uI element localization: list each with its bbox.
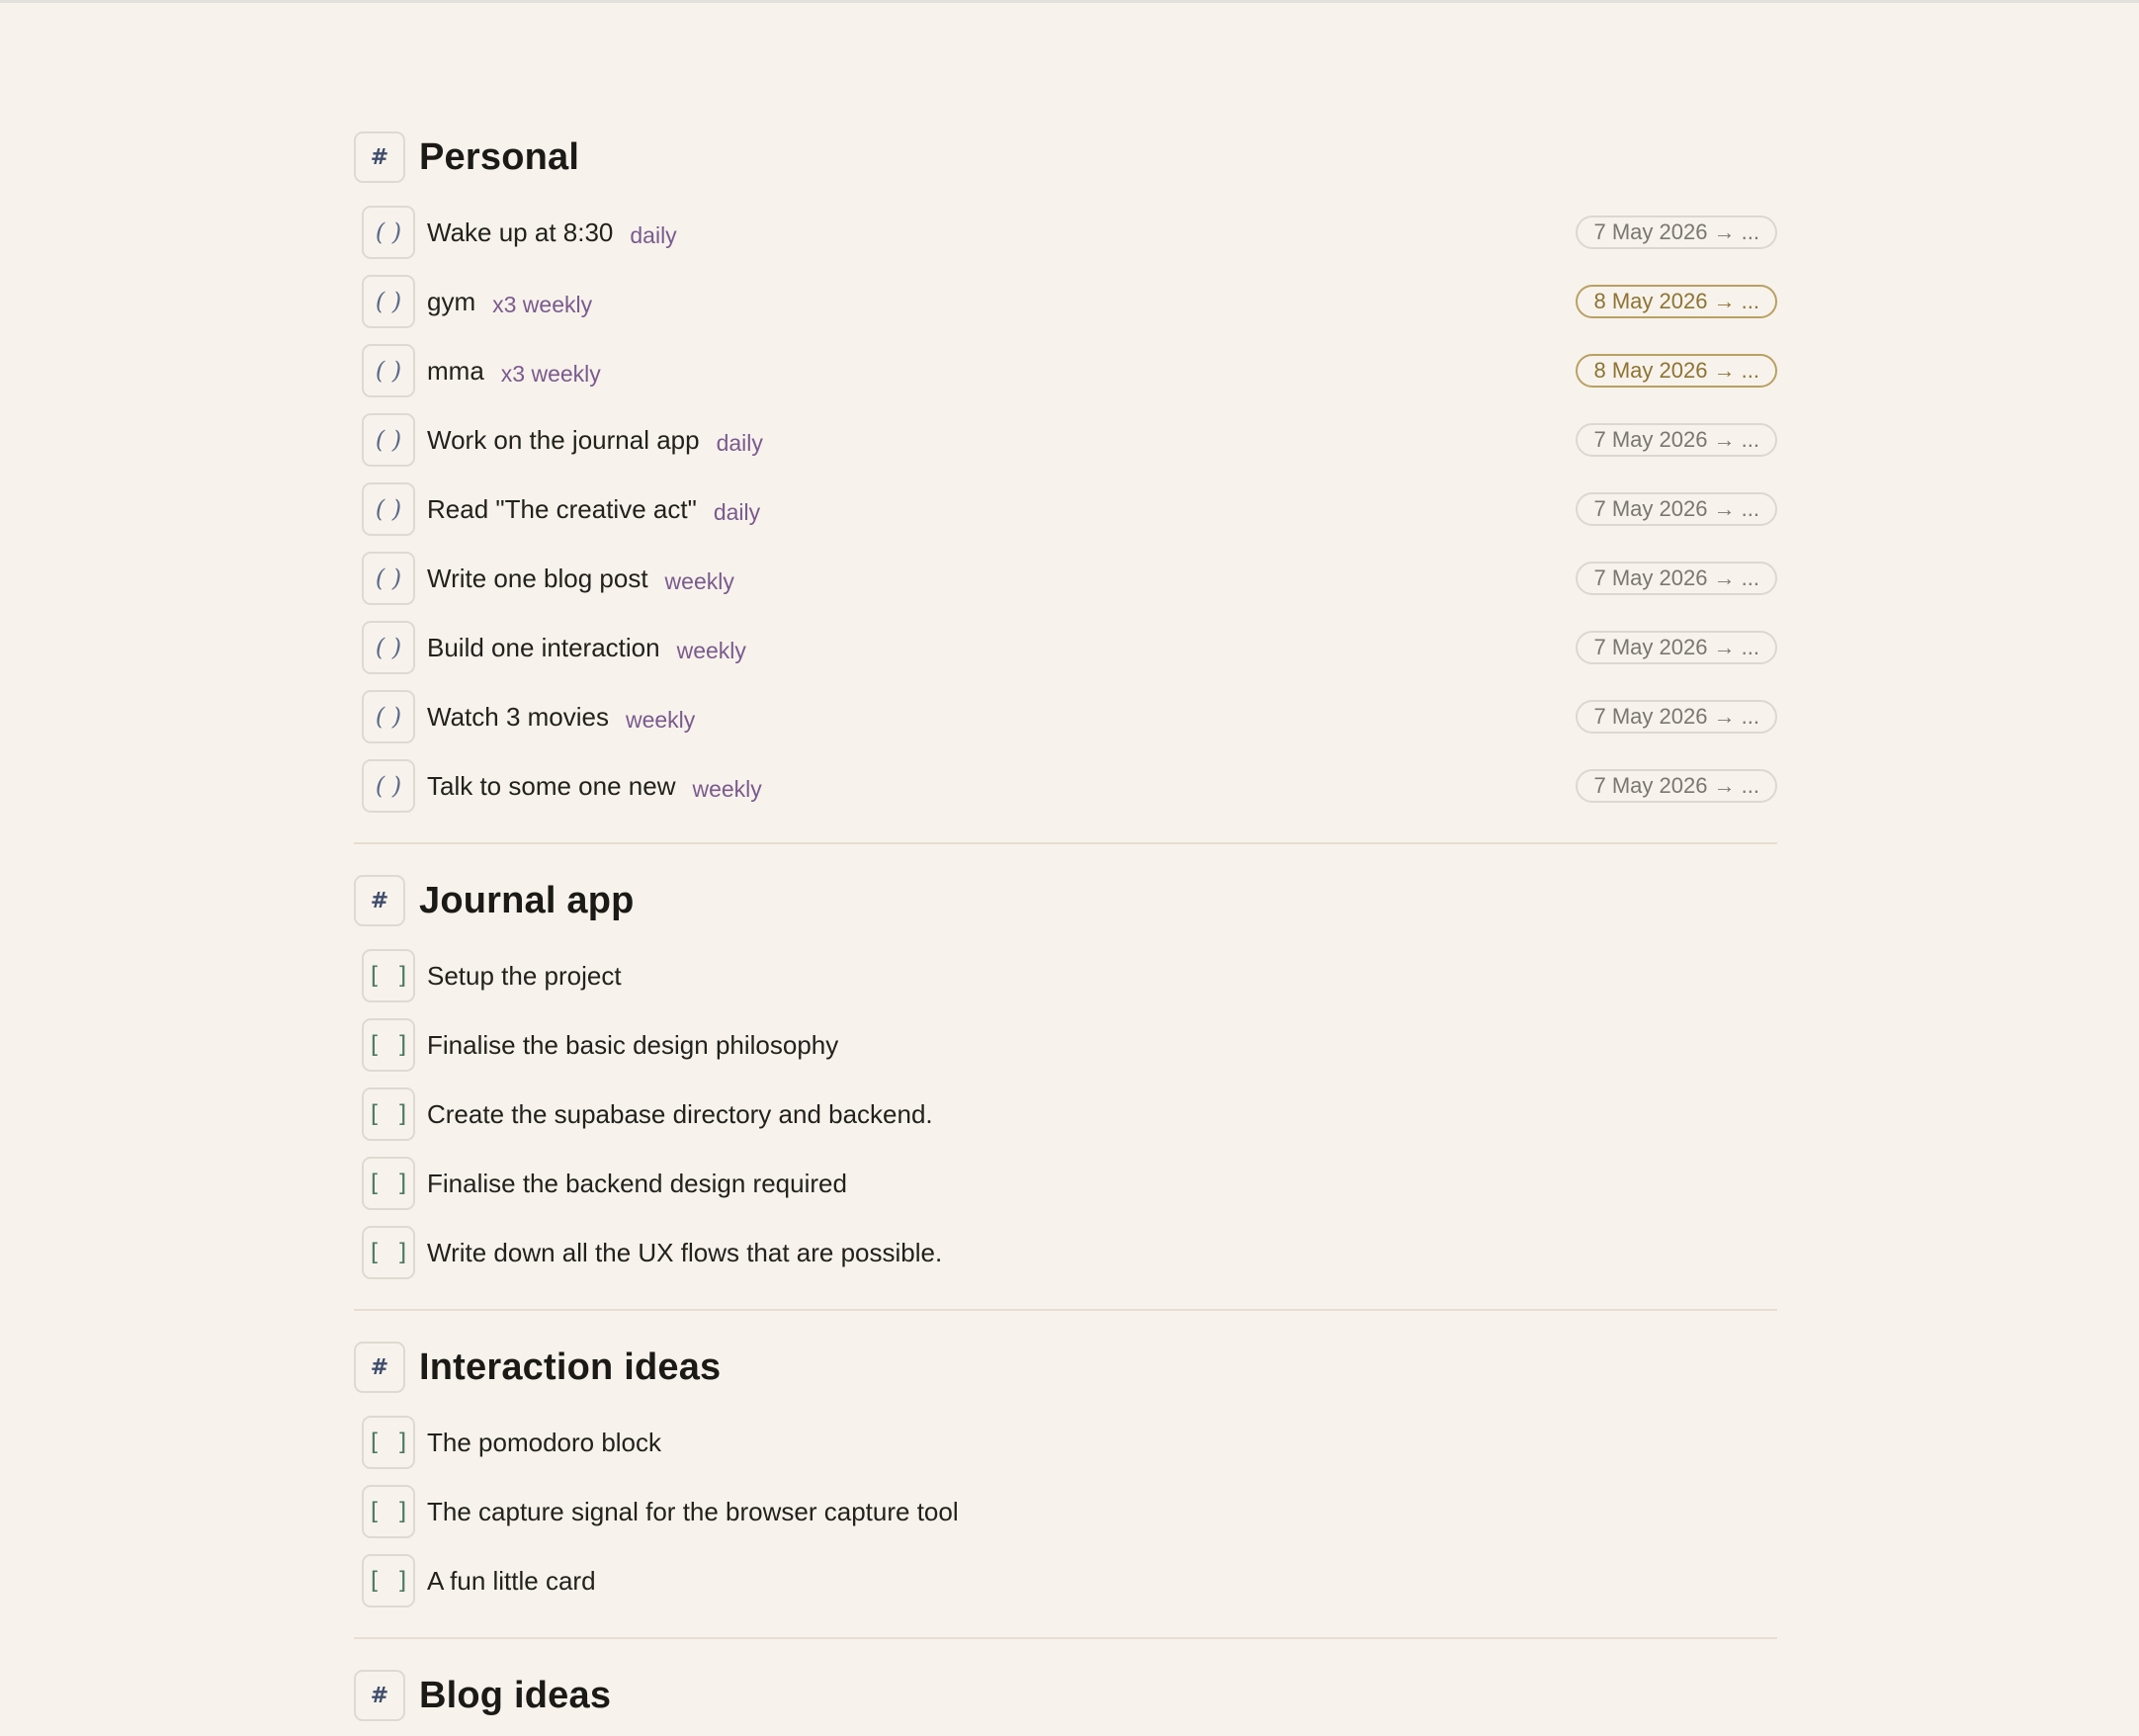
habit-checkbox[interactable]: ( ) — [362, 552, 415, 605]
frequency-label: x3 weekly — [500, 360, 601, 387]
habit-row[interactable] — [354, 405, 1777, 475]
frequency-label: weekly — [625, 706, 696, 733]
habit-row[interactable] — [354, 475, 1777, 544]
date-range-pill[interactable]: 7 May 2026 → ... — [1576, 631, 1777, 664]
habit-row[interactable] — [354, 336, 1777, 405]
hash-icon[interactable]: # — [354, 131, 405, 183]
section-title[interactable]: Personal — [419, 135, 580, 178]
date-range-pill[interactable]: 7 May 2026 → ... — [1576, 423, 1777, 457]
item-text[interactable]: Watch 3 movies — [427, 701, 609, 732]
habit-checkbox[interactable]: ( ) — [362, 759, 415, 813]
item-text[interactable]: Write down all the UX flows that are possible. — [427, 1237, 943, 1267]
date-range-pill[interactable]: 7 May 2026 → ... — [1576, 700, 1777, 734]
item-text[interactable]: The pomodoro block — [427, 1427, 662, 1457]
date-range-pill[interactable]: 8 May 2026 → ... — [1576, 285, 1777, 318]
habit-checkbox[interactable]: ( ) — [362, 275, 415, 328]
item-text[interactable]: A fun little card — [427, 1565, 596, 1596]
frequency-label: daily — [716, 429, 763, 456]
section-title[interactable]: Journal app — [419, 879, 635, 921]
habit-checkbox[interactable]: ( ) — [362, 413, 415, 467]
date-range-pill[interactable]: 7 May 2026 → ... — [1576, 492, 1777, 526]
section-title[interactable]: Interaction ideas — [419, 1345, 722, 1388]
habit-row[interactable] — [354, 267, 1777, 336]
task-row[interactable] — [354, 1218, 1777, 1287]
task-checkbox[interactable]: [ ] — [362, 1416, 415, 1469]
top-border — [0, 0, 2139, 3]
task-row[interactable] — [354, 941, 1777, 1010]
item-text[interactable]: Read "The creative act" — [427, 493, 697, 524]
task-row[interactable] — [354, 1477, 1777, 1546]
section-interaction-ideas — [354, 1341, 1777, 1615]
item-text[interactable]: Create the supabase directory and backend. — [427, 1098, 933, 1129]
frequency-label: daily — [713, 498, 761, 525]
date-range-pill[interactable]: 8 May 2026 → ... — [1576, 354, 1777, 388]
habit-row[interactable] — [354, 682, 1777, 751]
section-header — [354, 874, 1777, 927]
task-row[interactable] — [354, 1080, 1777, 1149]
habit-row[interactable] — [354, 613, 1777, 682]
hash-icon[interactable]: # — [354, 1342, 405, 1393]
section-header — [354, 130, 1777, 184]
item-text[interactable]: Build one interaction — [427, 632, 660, 662]
section-personal — [354, 130, 1777, 821]
task-row[interactable] — [354, 1149, 1777, 1218]
item-text[interactable]: Talk to some one new — [427, 770, 676, 801]
item-text[interactable]: Write one blog post — [427, 563, 648, 593]
item-text[interactable]: Setup the project — [427, 960, 622, 991]
habit-row[interactable] — [354, 544, 1777, 613]
habit-checkbox[interactable]: ( ) — [362, 206, 415, 259]
section-header — [354, 1341, 1777, 1394]
task-checkbox[interactable]: [ ] — [362, 949, 415, 1002]
task-checkbox[interactable]: [ ] — [362, 1018, 415, 1072]
item-text[interactable]: Finalise the basic design philosophy — [427, 1029, 839, 1060]
habit-checkbox[interactable]: ( ) — [362, 344, 415, 397]
task-checkbox[interactable]: [ ] — [362, 1226, 415, 1279]
task-row[interactable] — [354, 1010, 1777, 1080]
item-text[interactable]: Work on the journal app — [427, 424, 700, 455]
task-checkbox[interactable]: [ ] — [362, 1554, 415, 1607]
task-checkbox[interactable]: [ ] — [362, 1157, 415, 1210]
task-row[interactable] — [354, 1546, 1777, 1615]
date-range-pill[interactable]: 7 May 2026 → ... — [1576, 769, 1777, 803]
habit-checkbox[interactable]: ( ) — [362, 621, 415, 674]
task-row[interactable] — [354, 1408, 1777, 1477]
item-text[interactable]: gym — [427, 286, 476, 316]
frequency-label: weekly — [664, 567, 734, 594]
frequency-label: x3 weekly — [492, 291, 593, 317]
habit-row[interactable] — [354, 751, 1777, 821]
frequency-label: weekly — [692, 775, 762, 802]
section-journal-app — [354, 874, 1777, 1287]
item-text[interactable]: mma — [427, 355, 484, 386]
sections-list — [354, 130, 1777, 1736]
task-checkbox[interactable]: [ ] — [362, 1485, 415, 1538]
frequency-label: weekly — [676, 637, 746, 663]
frequency-label: daily — [630, 221, 677, 248]
section-title[interactable]: Blog ideas — [419, 1674, 612, 1716]
section-divider — [354, 842, 1777, 844]
habit-checkbox[interactable]: ( ) — [362, 690, 415, 743]
section-header — [354, 1669, 1777, 1722]
date-range-pill[interactable]: 7 May 2026 → ... — [1576, 216, 1777, 249]
section-divider — [354, 1309, 1777, 1311]
task-checkbox[interactable]: [ ] — [362, 1087, 415, 1141]
item-text[interactable]: The capture signal for the browser capture tool — [427, 1496, 959, 1526]
habit-checkbox[interactable]: ( ) — [362, 482, 415, 536]
date-range-pill[interactable]: 7 May 2026 → ... — [1576, 562, 1777, 595]
hash-icon[interactable]: # — [354, 1670, 405, 1721]
hash-icon[interactable]: # — [354, 875, 405, 926]
item-text[interactable]: Wake up at 8:30 — [427, 217, 614, 247]
section-blog-ideas — [354, 1669, 1777, 1722]
habit-row[interactable] — [354, 198, 1777, 267]
item-text[interactable]: Finalise the backend design required — [427, 1168, 847, 1198]
section-divider — [354, 1637, 1777, 1639]
